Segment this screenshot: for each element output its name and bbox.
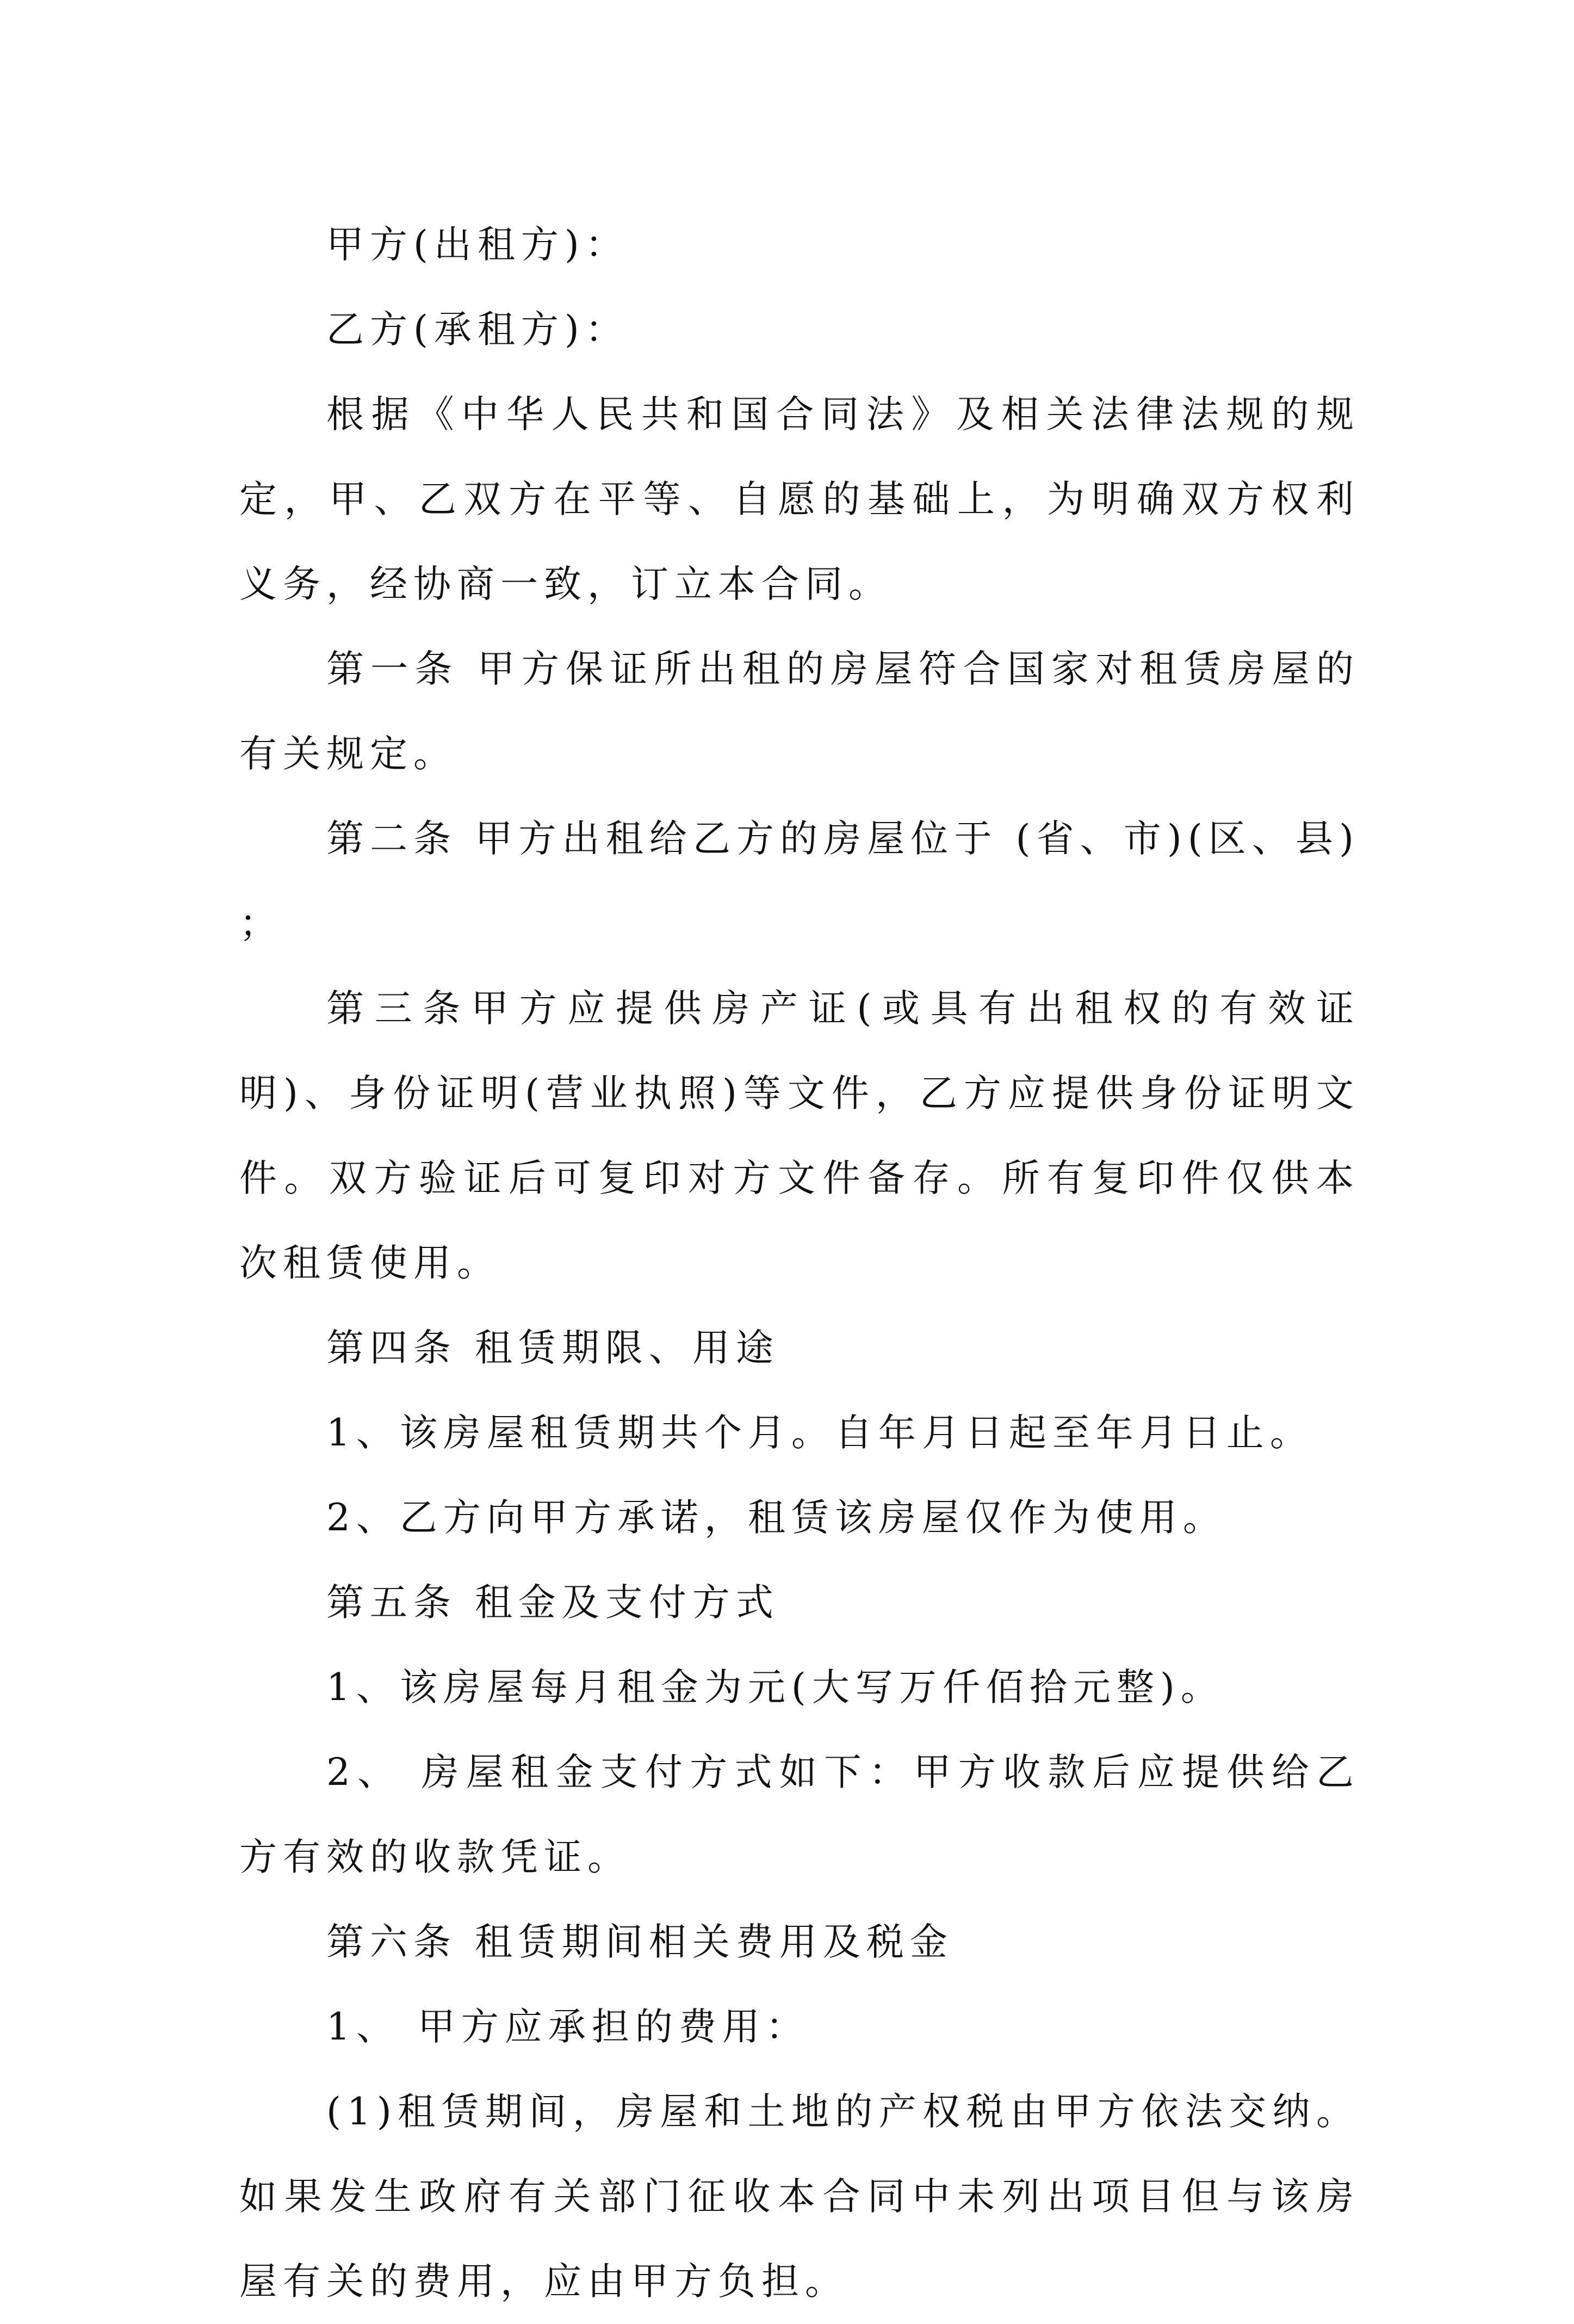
- preamble-paragraph: 根据《中华人民共和国合同法》及相关法律法规的规定，甲、乙双方在平等、自愿的基础上，为明确双方权利义务，经协商一致，订立本合同。: [239, 393, 1360, 606]
- article-6-heading: 第六条 租赁期间相关费用及税金: [326, 1920, 953, 1964]
- article-5-clause-2: 2、 房屋租金支付方式如下：甲方收款后应提供给乙方有效的收款凭证。: [239, 1751, 1360, 1879]
- article-1-paragraph: 第一条 甲方保证所出租的房屋符合国家对租赁房屋的有关规定。: [239, 647, 1360, 776]
- article-6-clause-1-item-1: (1)租赁期间，房屋和土地的产权税由甲方依法交纳。如果发生政府有关部门征收本合同中未列出项目但与该房屋有关的费用，应由甲方负担。: [239, 2090, 1360, 2303]
- article-2-paragraph: 第二条 甲方出租给乙方的房屋位于 (省、市)(区、县) ；: [239, 817, 1360, 945]
- party-a-line: 甲方(出租方)：: [326, 223, 629, 267]
- article-4-heading: 第四条 租赁期限、用途: [326, 1326, 779, 1370]
- article-3-paragraph: 第三条甲方应提供房产证(或具有出租权的有效证明)、身份证明(营业执照)等文件，乙方应提供身份证明文件。双方验证后可复印对方文件备存。所有复印件仅供本次租赁使用。: [239, 987, 1360, 1285]
- article-5-clause-1: 1、该房屋每月租金为元(大写万仟佰拾元整)。: [326, 1666, 1224, 1709]
- article-4-clause-1: 1、该房屋租赁期共个月。自年月日起至年月日止。: [326, 1411, 1313, 1455]
- article-4-clause-2: 2、乙方向甲方承诺，租赁该房屋仅作为使用。: [326, 1496, 1226, 1540]
- contract-body: [239, 202, 1360, 2324]
- article-6-clause-1: 1、 甲方应承担的费用：: [326, 2005, 809, 2049]
- party-b-line: 乙方(承租方)：: [326, 308, 629, 351]
- article-5-heading: 第五条 租金及支付方式: [326, 1581, 779, 1624]
